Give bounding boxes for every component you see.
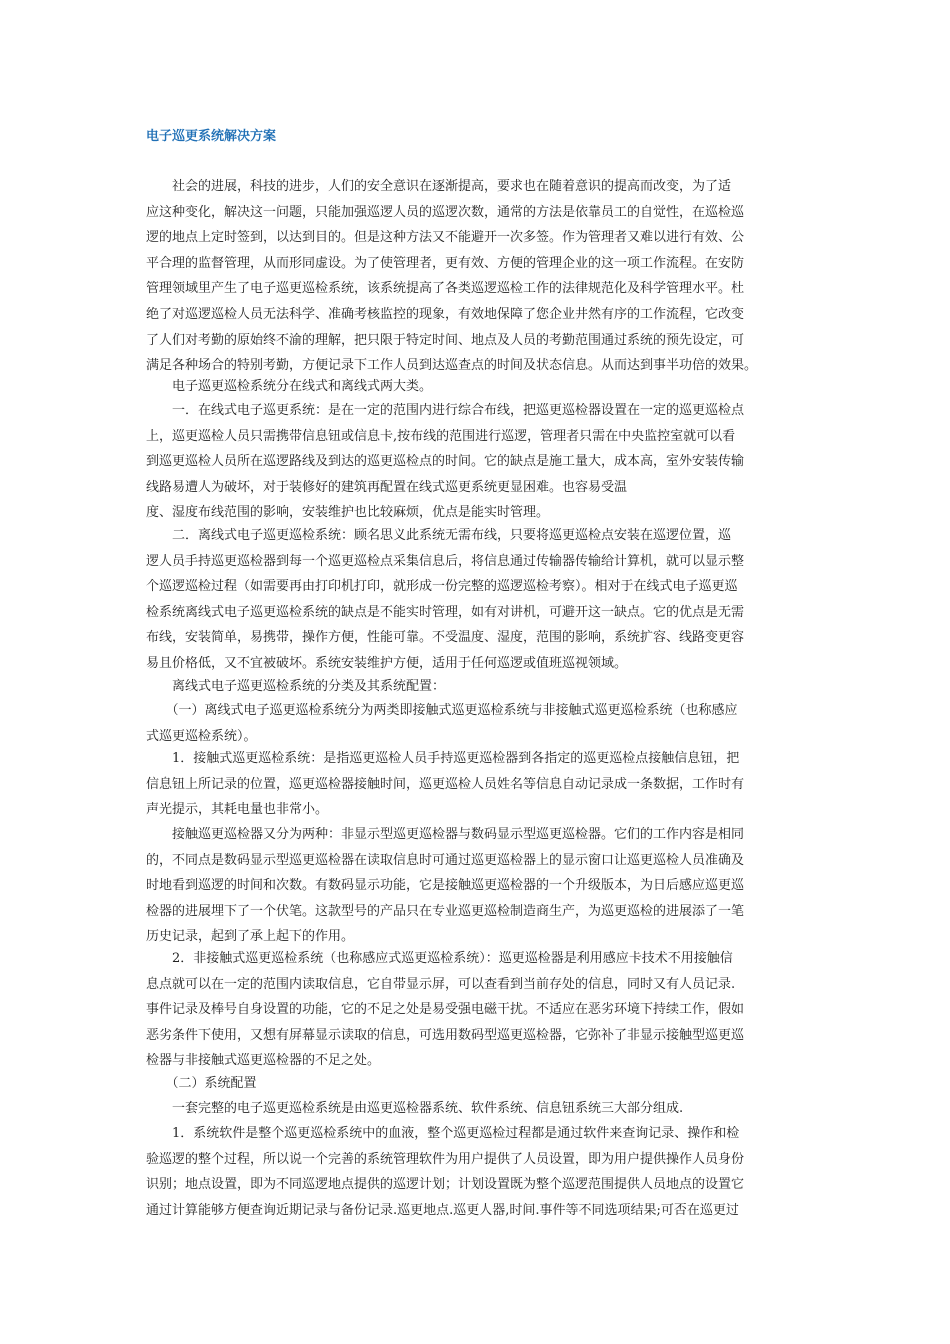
paragraph-noncontact	[146, 946, 810, 1074]
paragraph-contact	[146, 746, 810, 823]
text-line: 易且价格低，又不宜被破坏。系统安装维护方便，适用于任何巡逻或值班巡视领域。	[146, 655, 628, 671]
text-line: 信息钮上所记录的位置，巡更巡检器接触时间，巡更巡检人员姓名等信息自动记录成一条数据，工作时有	[146, 776, 745, 792]
text-line: 满足各种场合的特别考勤，方便记录下工作人员到达巡查点的时间及状态信息。从而达到事半功倍的效果。	[146, 358, 758, 374]
text-line: 检器与非接触式巡更巡检器的不足之处。	[146, 1053, 381, 1069]
text-line: 个巡逻巡检过程（如需要再由打印机打印，就形成一份完整的巡逻巡检考察）。相对于在线式电子巡更巡	[146, 579, 738, 595]
text-line: 上，巡更巡检人员只需携带信息钮或信息卡,按布线的范围进行巡逻，管理者只需在中央监控室就可以看	[146, 428, 736, 444]
paragraph-section-2	[146, 1071, 810, 1097]
text-line: 息点就可以在一定的范围内读取信息，它自带显示屏，可以查看到当前存处的信息，同时又有人员记录.	[146, 976, 736, 992]
text-line: 检系统离线式电子巡更巡检系统的缺点是不能实时管理，如有对讲机，可避开这一缺点。它的优点是无需	[146, 604, 745, 620]
text-line: 电子巡更巡检系统分在线式和离线式两大类。	[146, 379, 433, 394]
text-line: 线路易遭人为破坏，对于装修好的建筑再配置在线式巡更系统更显困难。也容易受温	[146, 479, 628, 495]
text-line: 的，不同点是数码显示型巡更巡检器在读取信息时可通过巡更巡检器上的显示窗口让巡更巡检人员准确及	[146, 852, 745, 868]
paragraph-software	[146, 1121, 810, 1223]
text-line: 通过计算能够方便查询近期记录与备份记录.巡更地点.巡更人器,时间.事件等不同选项结果;可否在巡更过	[146, 1202, 739, 1218]
text-line: 管理领域里产生了电子巡更巡检系统，该系统提高了各类巡逻巡检工作的法律规范化及科学管理水平。杜	[146, 281, 745, 297]
text-line: 恶劣条件下使用，又想有屏幕显示读取的信息，可选用数码型巡更巡检器，它弥补了非显示接触型巡更巡	[146, 1027, 745, 1043]
document-title: 电子巡更系统解决方案	[146, 129, 277, 144]
text-line: 时地看到巡逻的时间和次数。有数码显示功能，它是接触巡更巡检器的一个升级版本，为日后感应巡更巡	[146, 878, 745, 894]
text-line: 历史记录，起到了承上起下的作用。	[146, 929, 355, 945]
text-line: 了人们对考勤的原始终不渝的理解，把只限于特定时间、地点及人员的考勤范围通过系统的预先设定，可	[146, 332, 745, 348]
text-line: 社会的进展，科技的进步，人们的安全意识在逐渐提高，要求也在随着意识的提高而改变，为了适	[146, 179, 732, 194]
text-line: 逻的地点上定时签到，以达到目的。但是这种方法又不能避开一次多签。作为管理者又难以进行有效、公	[146, 230, 745, 246]
text-line: 绝了对巡逻巡检人员无法科学、准确考核监控的现象，有效地保障了您企业井然有序的工作流程，它改变	[146, 306, 745, 322]
text-line: 应这种变化，解决这一问题，只能加强巡逻人员的巡逻次数，通常的方法是依靠员工的自觉性，在巡检巡	[146, 204, 745, 220]
text-line: 事件记录及棒号自身设置的功能，它的不足之处是易受强电磁干扰。不适应在恶劣环境下持续工作，假如	[146, 1002, 745, 1018]
text-line: 1．接触式巡更巡检系统：是指巡更巡检人员手持巡更巡检器到各指定的巡更巡检点接触信息钮，把	[146, 751, 740, 766]
text-line: 二．离线式电子巡更巡检系统：顾名思义此系统无需布线，只要将巡更巡检点安装在巡逻位置，巡	[146, 528, 732, 543]
paragraph-classification	[146, 674, 810, 700]
text-line: 验巡逻的整个过程，所以说一个完善的系统管理软件为用户提供了人员设置，即为用户提供操作人员身份	[146, 1151, 745, 1167]
text-line: 识别；地点设置，即为不同巡逻地点提供的巡逻计划；计划设置既为整个巡逻范围提供人员地点的设置它	[146, 1177, 745, 1193]
text-line: 1．系统软件是整个巡更巡检系统中的血液，整个巡更巡检过程都是通过软件来查询记录、操作和检	[146, 1126, 740, 1141]
text-line: 布线，安装简单，易携带，操作方便，性能可靠。不受温度、湿度，范围的影响，系统扩容、线路变更容	[146, 630, 745, 646]
text-line: 一．在线式电子巡更系统：是在一定的范围内进行综合布线，把巡更巡检器设置在一定的巡更巡检点	[146, 403, 745, 418]
text-line: 一套完整的电子巡更巡检系统是由巡更巡检器系统、软件系统、信息钮系统三大部分组成.	[146, 1101, 684, 1116]
text-line: 离线式电子巡更巡检系统的分类及其系统配置：	[146, 679, 446, 694]
paragraph-system-components	[146, 1096, 810, 1122]
paragraph-intro	[146, 174, 810, 379]
text-line: 检器的进展埋下了一个伏笔。这款型号的产品只在专业巡更巡检制造商生产，为巡更巡检的进展添了一笔	[146, 903, 745, 919]
text-line: 接触巡更巡检器又分为两种：非显示型巡更巡检器与数码显示型巡更巡检器。它们的工作内容是相同	[146, 827, 745, 842]
text-line: 到巡更巡检人员所在巡逻路线及到达的巡更巡检点的时间。它的缺点是施工量大，成本高，室外安装传输	[146, 454, 745, 470]
text-line: 平合理的监督管理，从而形同虚设。为了使管理者，更有效、方便的管理企业的这一项工作流程。在安防	[146, 255, 745, 271]
paragraph-section-1	[146, 698, 810, 749]
paragraph-contact-types	[146, 822, 810, 950]
paragraph-online	[146, 398, 810, 526]
text-line: 2．非接触式巡更巡检系统（也称感应式巡更巡检系统）：巡更巡检器是利用感应卡技术不用接触信	[146, 951, 733, 966]
text-line: 声光提示，其耗电量也非常小。	[146, 802, 329, 818]
paragraph-types	[146, 374, 810, 400]
text-line: （一）离线式电子巡更巡检系统分为两类即接触式巡更巡检系统与非接触式巡更巡检系统（也称感应	[146, 703, 738, 718]
paragraph-offline	[146, 523, 810, 677]
text-line: 逻人员手持巡更巡检器到每一个巡更巡检点采集信息后，将信息通过传输器传输给计算机，就可以显示整	[146, 553, 745, 569]
text-line: 度、湿度布线范围的影响，安装维护也比较麻烦，优点是能实时管理。	[146, 505, 550, 521]
text-line: （二）系统配置	[146, 1076, 257, 1091]
text-line: 式巡更巡检系统）。	[146, 728, 257, 744]
